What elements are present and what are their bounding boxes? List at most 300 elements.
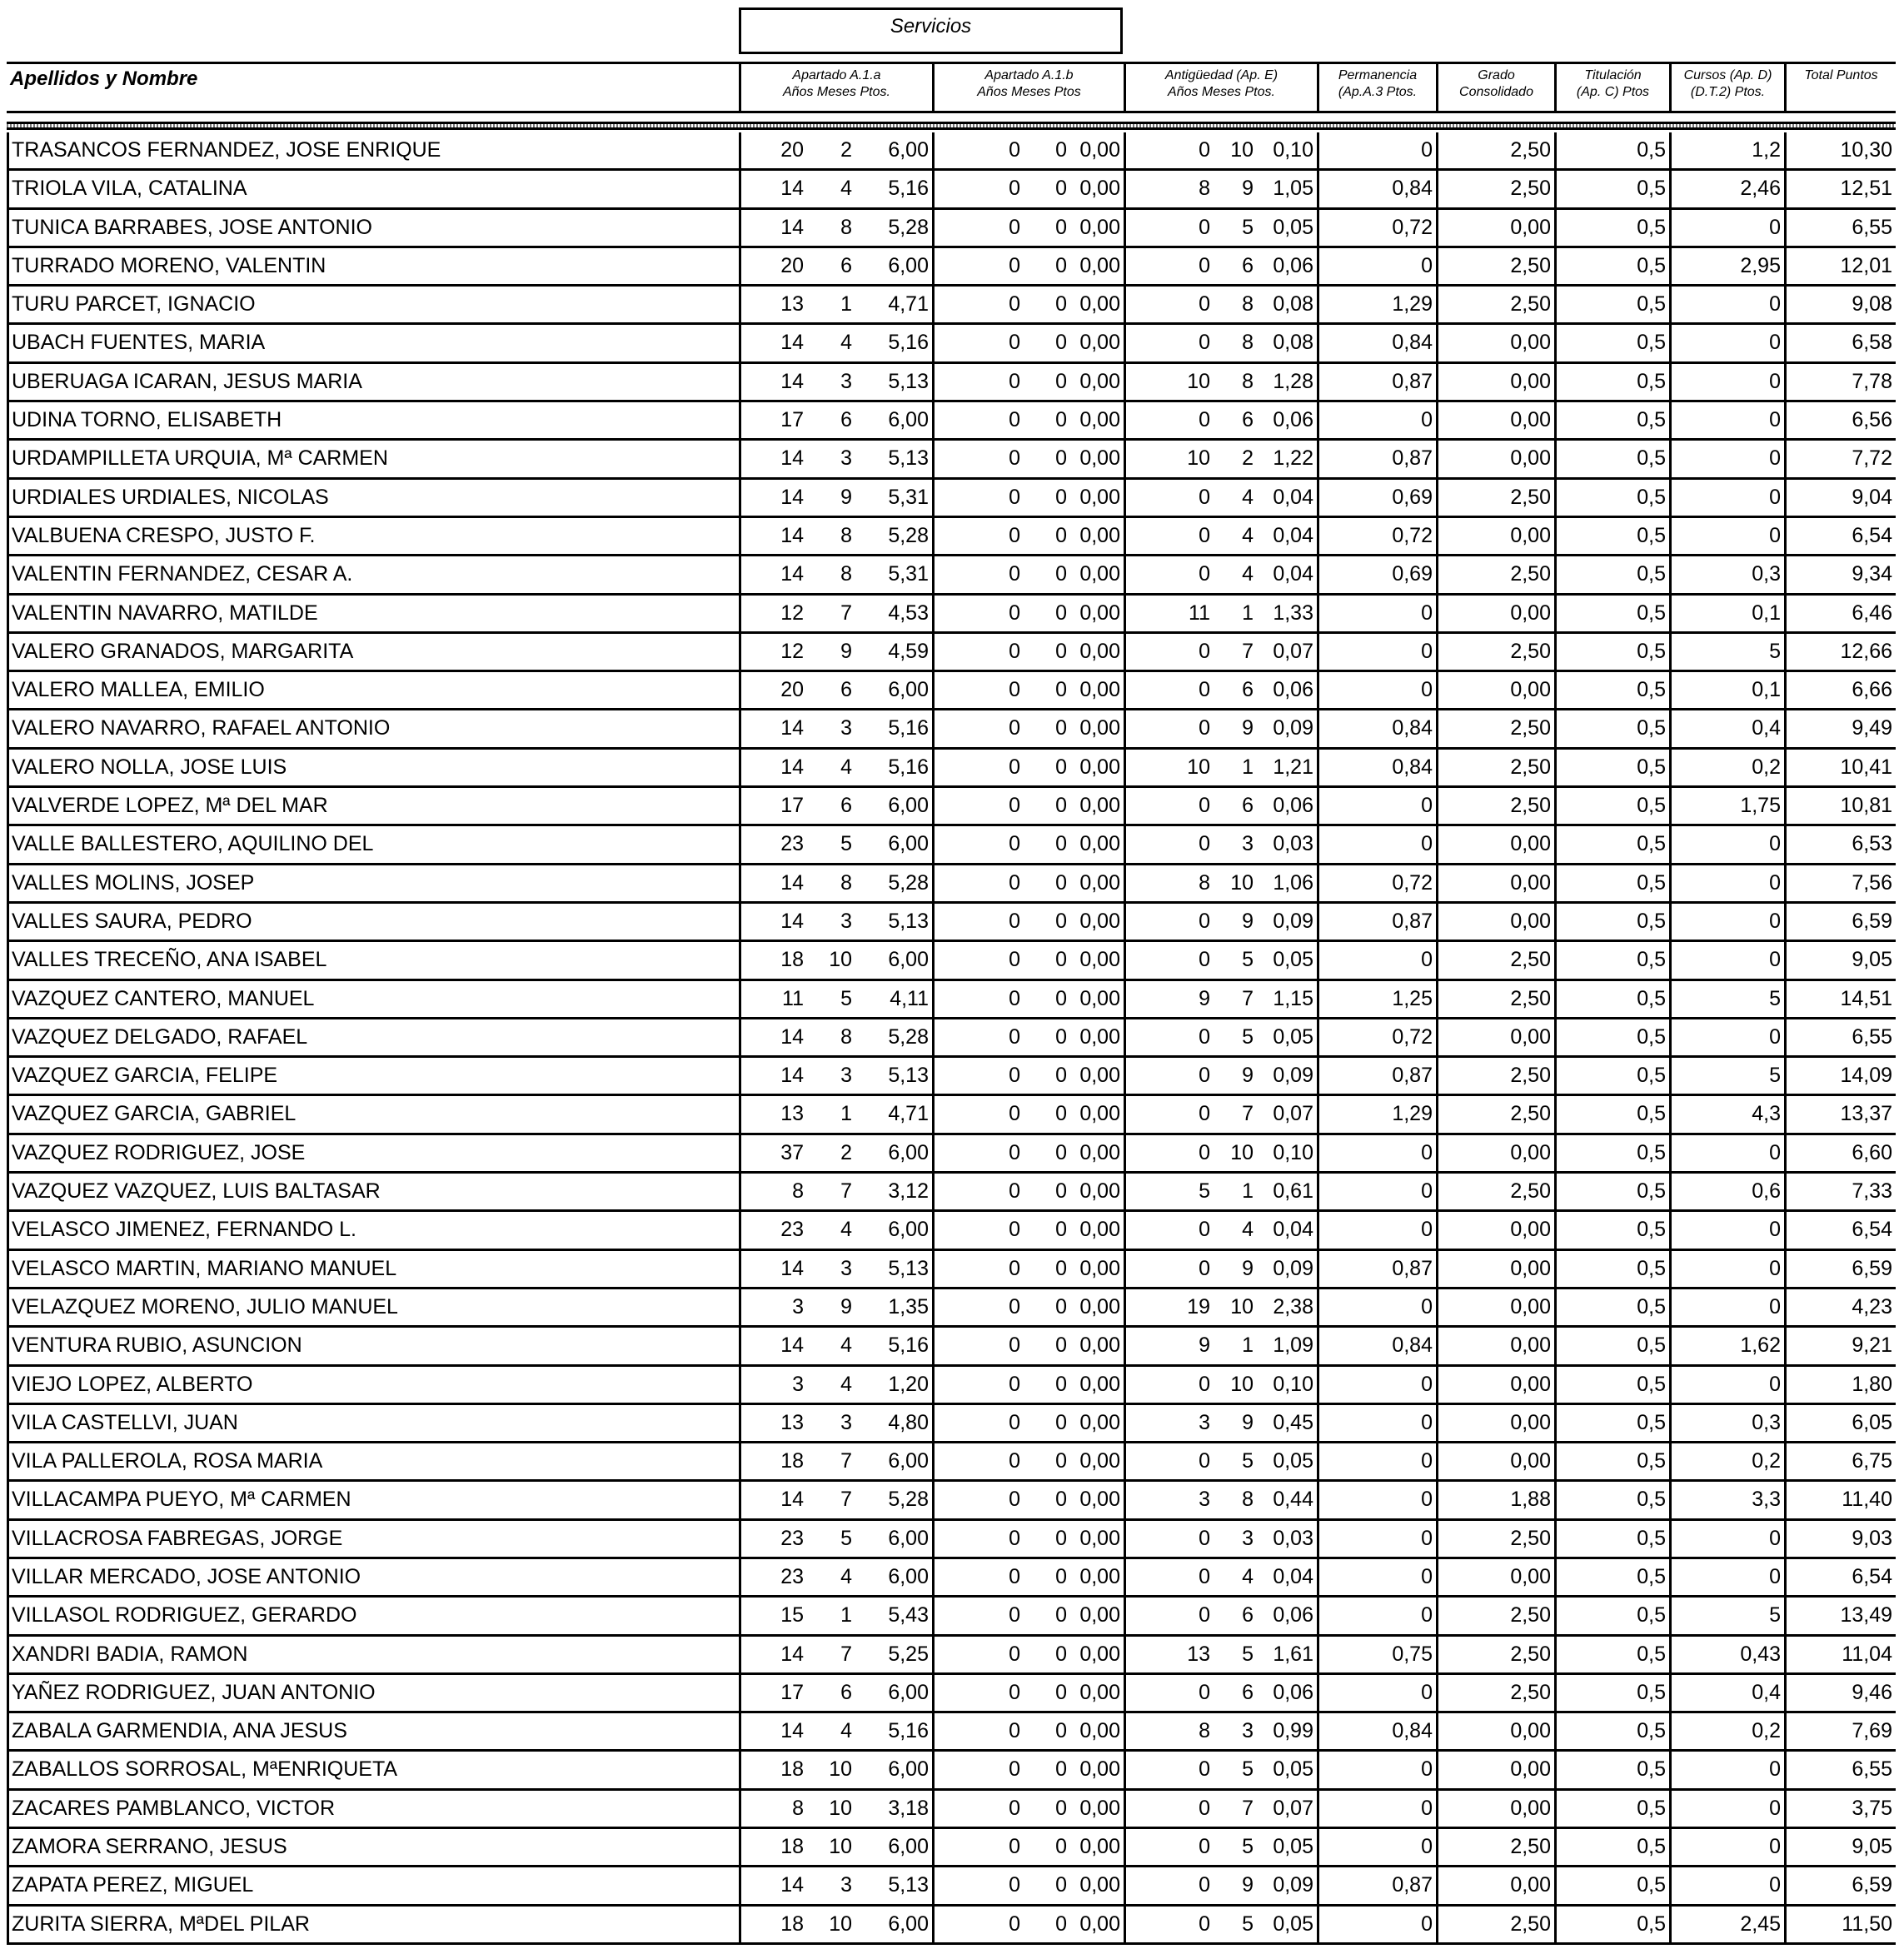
cell-antig-anos: 0 — [1124, 556, 1214, 592]
table-row — [7, 1174, 1896, 1212]
cell-name: TRASANCOS FERNANDEZ, JOSE ENRIQUE — [7, 132, 741, 168]
cell-titulacion: 0,5 — [1554, 865, 1669, 901]
cell-antig-ptos: 0,04 — [1273, 1218, 1313, 1242]
cell-antig-anos: 0 — [1124, 1867, 1214, 1903]
cell-antig-anos: 10 — [1124, 364, 1214, 400]
cell-antig-ptos: 0,06 — [1273, 1603, 1313, 1628]
cell-a1b-ptos: 0,00 — [1079, 794, 1120, 818]
cell-antig-meses: 4 — [1242, 523, 1254, 547]
cell-permanencia: 0,87 — [1317, 1058, 1436, 1094]
cell-a1b-meses: 0 — [1055, 1912, 1067, 1936]
cell-a1a-meses: 3 — [840, 1256, 852, 1280]
cell-antig-anos: 0 — [1124, 1598, 1214, 1633]
cell-cursos: 0 — [1669, 1829, 1784, 1865]
cell-cursos: 0,3 — [1669, 556, 1784, 592]
cell-a1a-meses: 1 — [840, 1603, 852, 1628]
cell-antig-ptos: 0,08 — [1273, 292, 1313, 317]
cell-cursos: 0,2 — [1669, 1443, 1784, 1479]
cell-a1a-anos: 17 — [739, 788, 807, 824]
cell-a1b-meses: 0 — [1055, 1410, 1067, 1434]
cell-a1a-anos: 17 — [739, 1675, 807, 1711]
cell-total: 6,59 — [1784, 1867, 1896, 1903]
cell-grado: 2,50 — [1436, 480, 1554, 516]
cell-a1b-meses: 0 — [1055, 1333, 1067, 1358]
cell-name: VALLE BALLESTERO, AQUILINO DEL — [7, 826, 741, 862]
cell-a1b-meses: 0 — [1055, 1064, 1067, 1088]
cell-cursos: 0 — [1669, 364, 1784, 400]
cell-a1a-ptos: 5,13 — [888, 1873, 929, 1897]
table-row — [7, 865, 1896, 904]
table-row — [7, 1791, 1896, 1829]
cell-a1b-ptos: 0,00 — [1079, 253, 1120, 277]
table-row — [7, 1867, 1896, 1906]
cell-antig-anos: 0 — [1124, 1096, 1214, 1132]
cell-antig-ptos: 0,05 — [1273, 948, 1313, 972]
cell-permanencia: 0 — [1317, 826, 1436, 862]
cell-a1b-anos: 0 — [932, 1096, 1024, 1132]
cell-a1a-meses: 4 — [840, 1564, 852, 1588]
cell-grado: 0,00 — [1436, 865, 1554, 901]
cell-a1b-ptos: 0,00 — [1079, 1256, 1120, 1280]
cell-a1a-ptos: 6,00 — [888, 832, 929, 856]
cell-a1a-ptos: 6,00 — [888, 253, 929, 277]
cell-cursos: 0 — [1669, 1752, 1784, 1787]
cell-a1b-anos: 0 — [932, 1019, 1024, 1055]
cell-total: 6,56 — [1784, 402, 1896, 438]
cell-antig-anos: 0 — [1124, 132, 1214, 168]
header-rule — [7, 122, 1896, 130]
cell-permanencia: 0,87 — [1317, 1251, 1436, 1287]
cell-antig-ptos: 0,09 — [1273, 909, 1313, 933]
cell-a1b-anos: 0 — [932, 364, 1024, 400]
cell-a1a-meses: 7 — [840, 1449, 852, 1473]
cell-total: 14,51 — [1784, 981, 1896, 1017]
cell-permanencia: 0 — [1317, 1559, 1436, 1595]
cell-grado: 2,50 — [1436, 171, 1554, 207]
cell-antig-meses: 8 — [1242, 292, 1254, 317]
cell-titulacion: 0,5 — [1554, 1598, 1669, 1633]
cell-antig-meses: 8 — [1242, 1488, 1254, 1512]
cell-a1a-ptos: 5,28 — [888, 215, 929, 239]
cell-a1b-anos: 0 — [932, 132, 1024, 168]
cell-a1b-meses: 0 — [1055, 177, 1067, 201]
cell-permanencia: 0 — [1317, 132, 1436, 168]
cell-titulacion: 0,5 — [1554, 1289, 1669, 1325]
cell-permanencia: 0 — [1317, 942, 1436, 978]
cell-a1b-meses: 0 — [1055, 639, 1067, 663]
cell-name: VAZQUEZ DELGADO, RAFAEL — [7, 1019, 741, 1055]
cell-antig-meses: 3 — [1242, 1526, 1254, 1550]
header-name: Apellidos y Nombre — [10, 67, 198, 90]
cell-a1a-ptos: 6,00 — [888, 408, 929, 432]
table-row — [7, 1058, 1896, 1096]
cell-total: 11,04 — [1784, 1637, 1896, 1672]
cell-antig-ptos: 0,05 — [1273, 1835, 1313, 1859]
cell-a1a-ptos: 3,12 — [888, 1179, 929, 1204]
cell-permanencia: 0 — [1317, 1405, 1436, 1441]
cell-a1b-anos: 0 — [932, 1212, 1024, 1248]
cell-a1b-anos: 0 — [932, 1058, 1024, 1094]
table-row — [7, 364, 1896, 402]
cell-a1a-meses: 3 — [840, 369, 852, 393]
cell-antig-ptos: 1,28 — [1273, 369, 1313, 393]
cell-a1a-meses: 3 — [840, 909, 852, 933]
cell-antig-meses: 10 — [1230, 1140, 1254, 1164]
cell-antig-ptos: 0,09 — [1273, 1064, 1313, 1088]
cell-titulacion: 0,5 — [1554, 364, 1669, 400]
cell-grado: 1,88 — [1436, 1482, 1554, 1518]
cell-a1a-ptos: 5,31 — [888, 562, 929, 586]
cell-antig-anos: 0 — [1124, 710, 1214, 746]
cell-a1b-ptos: 0,00 — [1079, 446, 1120, 471]
cell-name: VAZQUEZ GARCIA, FELIPE — [7, 1058, 741, 1094]
table-row — [7, 210, 1896, 248]
cell-antig-anos: 0 — [1124, 904, 1214, 940]
cell-permanencia: 0,69 — [1317, 556, 1436, 592]
cell-antig-ptos: 1,21 — [1273, 755, 1313, 779]
cell-a1b-meses: 0 — [1055, 1102, 1067, 1126]
cell-a1b-anos: 0 — [932, 1713, 1024, 1749]
cell-permanencia: 0,84 — [1317, 171, 1436, 207]
cell-a1a-meses: 9 — [840, 639, 852, 663]
cell-a1a-meses: 4 — [840, 755, 852, 779]
cell-antig-ptos: 0,07 — [1273, 1796, 1313, 1820]
cell-antig-anos: 0 — [1124, 1251, 1214, 1287]
cell-a1a-anos: 18 — [739, 1829, 807, 1865]
cell-a1b-anos: 0 — [932, 1867, 1024, 1903]
cell-titulacion: 0,5 — [1554, 1096, 1669, 1132]
cell-titulacion: 0,5 — [1554, 1521, 1669, 1557]
cell-a1a-anos: 12 — [739, 634, 807, 670]
cell-a1a-meses: 4 — [840, 1719, 852, 1743]
cell-antig-meses: 4 — [1242, 1218, 1254, 1242]
cell-a1b-ptos: 0,00 — [1079, 215, 1120, 239]
table-row — [7, 596, 1896, 634]
cell-name: VALVERDE LOPEZ, Mª DEL MAR — [7, 788, 741, 824]
cell-antig-ptos: 1,61 — [1273, 1642, 1313, 1666]
cell-grado: 0,00 — [1436, 826, 1554, 862]
cell-a1a-meses: 4 — [840, 1333, 852, 1358]
cell-antig-anos: 3 — [1124, 1482, 1214, 1518]
cell-a1b-meses: 0 — [1055, 601, 1067, 625]
cell-titulacion: 0,5 — [1554, 596, 1669, 631]
cell-antig-ptos: 0,09 — [1273, 1256, 1313, 1280]
cell-titulacion: 0,5 — [1554, 1637, 1669, 1672]
cell-a1b-meses: 0 — [1055, 909, 1067, 933]
cell-cursos: 0,43 — [1669, 1637, 1784, 1672]
cell-a1a-anos: 14 — [739, 364, 807, 400]
cell-a1a-ptos: 6,00 — [888, 1912, 929, 1936]
table-row — [7, 132, 1896, 171]
cell-grado: 2,50 — [1436, 634, 1554, 670]
cell-a1a-meses: 10 — [829, 1912, 852, 1936]
cell-grado: 0,00 — [1436, 364, 1554, 400]
cell-antig-anos: 9 — [1124, 981, 1214, 1017]
cell-antig-ptos: 0,09 — [1273, 1873, 1313, 1897]
cell-permanencia: 0 — [1317, 1752, 1436, 1787]
cell-antig-anos: 8 — [1124, 171, 1214, 207]
cell-permanencia: 0,84 — [1317, 1328, 1436, 1363]
cell-antig-meses: 4 — [1242, 562, 1254, 586]
cell-name: TURU PARCET, IGNACIO — [7, 287, 741, 322]
cell-total: 13,49 — [1784, 1598, 1896, 1633]
table-row — [7, 1328, 1896, 1366]
cell-a1a-meses: 8 — [840, 523, 852, 547]
cell-cursos: 2,46 — [1669, 171, 1784, 207]
cell-grado: 0,00 — [1436, 1289, 1554, 1325]
cell-a1a-ptos: 6,00 — [888, 1680, 929, 1704]
table-header — [7, 62, 1896, 113]
cell-a1a-anos: 14 — [739, 1251, 807, 1287]
cell-a1b-meses: 0 — [1055, 1372, 1067, 1396]
cell-antig-meses: 9 — [1242, 1256, 1254, 1280]
cell-grado: 0,00 — [1436, 518, 1554, 554]
cell-a1b-anos: 0 — [932, 325, 1024, 361]
cell-a1b-meses: 0 — [1055, 369, 1067, 393]
cell-a1a-ptos: 6,00 — [888, 1218, 929, 1242]
cell-grado: 2,50 — [1436, 942, 1554, 978]
cell-cursos: 5 — [1669, 981, 1784, 1017]
cell-a1b-meses: 0 — [1055, 138, 1067, 162]
cell-a1b-anos: 0 — [932, 1328, 1024, 1363]
cell-a1a-meses: 7 — [840, 601, 852, 625]
cell-antig-meses: 1 — [1242, 601, 1254, 625]
cell-grado: 2,50 — [1436, 248, 1554, 284]
cell-total: 12,51 — [1784, 171, 1896, 207]
cell-titulacion: 0,5 — [1554, 1135, 1669, 1171]
cell-name: TUNICA BARRABES, JOSE ANTONIO — [7, 210, 741, 246]
cell-a1a-ptos: 5,28 — [888, 523, 929, 547]
table-row — [7, 1829, 1896, 1867]
cell-a1a-ptos: 5,13 — [888, 1256, 929, 1280]
cell-a1a-anos: 20 — [739, 132, 807, 168]
cell-titulacion: 0,5 — [1554, 1212, 1669, 1248]
cell-a1a-anos: 18 — [739, 1907, 807, 1942]
cell-a1b-ptos: 0,00 — [1079, 1912, 1120, 1936]
cell-a1b-meses: 0 — [1055, 755, 1067, 779]
cell-cursos: 0 — [1669, 210, 1784, 246]
cell-titulacion: 0,5 — [1554, 1559, 1669, 1595]
cell-titulacion: 0,5 — [1554, 556, 1669, 592]
cell-grado: 2,50 — [1436, 556, 1554, 592]
cell-cursos: 0,6 — [1669, 1174, 1784, 1209]
cell-titulacion: 0,5 — [1554, 441, 1669, 476]
cell-name: VILLACROSA FABREGAS, JORGE — [7, 1521, 741, 1557]
cell-total: 9,05 — [1784, 1829, 1896, 1865]
cell-a1b-meses: 0 — [1055, 832, 1067, 856]
cell-antig-meses: 5 — [1242, 1757, 1254, 1782]
cell-permanencia: 0,87 — [1317, 364, 1436, 400]
cell-antig-anos: 0 — [1124, 518, 1214, 554]
cell-a1b-ptos: 0,00 — [1079, 331, 1120, 355]
cell-titulacion: 0,5 — [1554, 1713, 1669, 1749]
cell-grado: 2,50 — [1436, 1675, 1554, 1711]
cell-antig-ptos: 0,03 — [1273, 832, 1313, 856]
cell-a1b-meses: 0 — [1055, 408, 1067, 432]
cell-antig-meses: 4 — [1242, 1564, 1254, 1588]
cell-antig-meses: 6 — [1242, 794, 1254, 818]
cell-cursos: 0,2 — [1669, 750, 1784, 785]
cell-a1a-meses: 3 — [840, 716, 852, 740]
cell-a1a-anos: 20 — [739, 248, 807, 284]
cell-cursos: 0 — [1669, 1289, 1784, 1325]
table-row — [7, 1367, 1896, 1405]
cell-titulacion: 0,5 — [1554, 1907, 1669, 1942]
cell-a1b-anos: 0 — [932, 788, 1024, 824]
cell-a1a-anos: 15 — [739, 1598, 807, 1633]
cell-a1a-meses: 4 — [840, 177, 852, 201]
cell-a1a-meses: 3 — [840, 446, 852, 471]
cell-a1b-meses: 0 — [1055, 1719, 1067, 1743]
cell-permanencia: 0 — [1317, 1829, 1436, 1865]
cell-a1a-meses: 6 — [840, 253, 852, 277]
cell-a1b-meses: 0 — [1055, 1218, 1067, 1242]
cell-name: VELASCO MARTIN, MARIANO MANUEL — [7, 1251, 741, 1287]
cell-antig-ptos: 0,04 — [1273, 523, 1313, 547]
cell-a1b-meses: 0 — [1055, 716, 1067, 740]
cell-a1b-meses: 0 — [1055, 446, 1067, 471]
cell-cursos: 0 — [1669, 1867, 1784, 1903]
cell-a1b-ptos: 0,00 — [1079, 1024, 1120, 1049]
cell-a1b-ptos: 0,00 — [1079, 1642, 1120, 1666]
cell-titulacion: 0,5 — [1554, 1791, 1669, 1827]
cell-titulacion: 0,5 — [1554, 1675, 1669, 1711]
cell-a1a-anos: 14 — [739, 480, 807, 516]
cell-titulacion: 0,5 — [1554, 1019, 1669, 1055]
cell-a1a-ptos: 4,80 — [888, 1410, 929, 1434]
cell-antig-anos: 0 — [1124, 1559, 1214, 1595]
cell-grado: 2,50 — [1436, 1174, 1554, 1209]
cell-total: 10,30 — [1784, 132, 1896, 168]
cell-a1b-meses: 0 — [1055, 1603, 1067, 1628]
cell-permanencia: 0,72 — [1317, 865, 1436, 901]
table-row — [7, 750, 1896, 788]
cell-titulacion: 0,5 — [1554, 942, 1669, 978]
cell-permanencia: 1,29 — [1317, 1096, 1436, 1132]
cell-total: 12,01 — [1784, 248, 1896, 284]
cell-antig-anos: 0 — [1124, 287, 1214, 322]
cell-cursos: 4,3 — [1669, 1096, 1784, 1132]
cell-a1a-ptos: 6,00 — [888, 1526, 929, 1550]
cell-a1b-anos: 0 — [932, 441, 1024, 476]
cell-a1a-anos: 14 — [739, 325, 807, 361]
cell-a1a-ptos: 4,59 — [888, 639, 929, 663]
cell-a1a-ptos: 4,71 — [888, 1102, 929, 1126]
cell-a1b-ptos: 0,00 — [1079, 1140, 1120, 1164]
cell-a1a-ptos: 6,00 — [888, 1564, 929, 1588]
cell-a1b-meses: 0 — [1055, 1449, 1067, 1473]
cell-antig-meses: 6 — [1242, 1680, 1254, 1704]
cell-a1a-meses: 3 — [840, 1873, 852, 1897]
cell-name: VILLAR MERCADO, JOSE ANTONIO — [7, 1559, 741, 1595]
cell-grado: 2,50 — [1436, 788, 1554, 824]
cell-a1b-ptos: 0,00 — [1079, 485, 1120, 509]
table-row — [7, 1482, 1896, 1520]
cell-permanencia: 0 — [1317, 672, 1436, 708]
cell-antig-meses: 6 — [1242, 253, 1254, 277]
cell-antig-ptos: 0,06 — [1273, 794, 1313, 818]
header-total: Total Puntos — [1784, 64, 1896, 111]
cell-a1b-ptos: 0,00 — [1079, 1179, 1120, 1204]
cell-antig-meses: 7 — [1242, 639, 1254, 663]
cell-a1a-anos: 8 — [739, 1791, 807, 1827]
cell-cursos: 3,3 — [1669, 1482, 1784, 1518]
cell-a1b-anos: 0 — [932, 1907, 1024, 1942]
header-permanencia: Permanencia (Ap.A.3 Ptos. — [1317, 64, 1436, 111]
cell-a1a-meses: 4 — [840, 331, 852, 355]
cell-cursos: 0,3 — [1669, 1405, 1784, 1441]
cell-name: VALERO NOLLA, JOSE LUIS — [7, 750, 741, 785]
cell-antig-anos: 0 — [1124, 1443, 1214, 1479]
cell-total: 1,80 — [1784, 1367, 1896, 1403]
cell-grado: 2,50 — [1436, 1829, 1554, 1865]
cell-name: VIEJO LOPEZ, ALBERTO — [7, 1367, 741, 1403]
header-grado: Grado Consolidado — [1436, 64, 1554, 111]
cell-a1b-ptos: 0,00 — [1079, 1757, 1120, 1782]
cell-a1b-anos: 0 — [932, 981, 1024, 1017]
cell-a1b-ptos: 0,00 — [1079, 1526, 1120, 1550]
cell-a1a-meses: 7 — [840, 1642, 852, 1666]
cell-name: VALERO NAVARRO, RAFAEL ANTONIO — [7, 710, 741, 746]
cell-total: 9,34 — [1784, 556, 1896, 592]
cell-name: UBERUAGA ICARAN, JESUS MARIA — [7, 364, 741, 400]
table-row — [7, 1212, 1896, 1250]
cell-antig-ptos: 0,07 — [1273, 1102, 1313, 1126]
cell-antig-anos: 0 — [1124, 788, 1214, 824]
cell-antig-meses: 6 — [1242, 408, 1254, 432]
cell-a1b-anos: 0 — [932, 1251, 1024, 1287]
cell-a1b-anos: 0 — [932, 287, 1024, 322]
cell-a1b-meses: 0 — [1055, 1024, 1067, 1049]
cell-titulacion: 0,5 — [1554, 325, 1669, 361]
cell-a1b-meses: 0 — [1055, 485, 1067, 509]
cell-total: 6,60 — [1784, 1135, 1896, 1171]
cell-total: 14,09 — [1784, 1058, 1896, 1094]
cell-antig-ptos: 0,05 — [1273, 215, 1313, 239]
cell-name: VILLACAMPA PUEYO, Mª CARMEN — [7, 1482, 741, 1518]
cell-antig-meses: 4 — [1242, 485, 1254, 509]
cell-a1b-meses: 0 — [1055, 1256, 1067, 1280]
cell-grado: 2,50 — [1436, 1907, 1554, 1942]
cell-permanencia: 0 — [1317, 1443, 1436, 1479]
cell-a1b-anos: 0 — [932, 210, 1024, 246]
cell-cursos: 5 — [1669, 1598, 1784, 1633]
cell-a1a-meses: 10 — [829, 948, 852, 972]
cell-cursos: 0 — [1669, 287, 1784, 322]
cell-a1a-anos: 14 — [739, 750, 807, 785]
table-row — [7, 556, 1896, 595]
cell-total: 6,54 — [1784, 1559, 1896, 1595]
cell-a1a-ptos: 4,71 — [888, 292, 929, 317]
cell-a1b-ptos: 0,00 — [1079, 1603, 1120, 1628]
cell-antig-anos: 0 — [1124, 1367, 1214, 1403]
cell-antig-ptos: 0,10 — [1273, 1140, 1313, 1164]
table-row — [7, 518, 1896, 556]
cell-name: VALBUENA CRESPO, JUSTO F. — [7, 518, 741, 554]
cell-antig-ptos: 0,44 — [1273, 1488, 1313, 1512]
cell-grado: 0,00 — [1436, 904, 1554, 940]
cell-a1b-meses: 0 — [1055, 523, 1067, 547]
cell-a1a-anos: 14 — [739, 865, 807, 901]
cell-grado: 2,50 — [1436, 1058, 1554, 1094]
cell-a1b-anos: 0 — [932, 1443, 1024, 1479]
cell-antig-ptos: 0,06 — [1273, 1680, 1313, 1704]
table-row — [7, 672, 1896, 710]
cell-grado: 0,00 — [1436, 1135, 1554, 1171]
cell-a1a-ptos: 6,00 — [888, 794, 929, 818]
cell-a1a-anos: 8 — [739, 1174, 807, 1209]
cell-antig-meses: 5 — [1242, 215, 1254, 239]
